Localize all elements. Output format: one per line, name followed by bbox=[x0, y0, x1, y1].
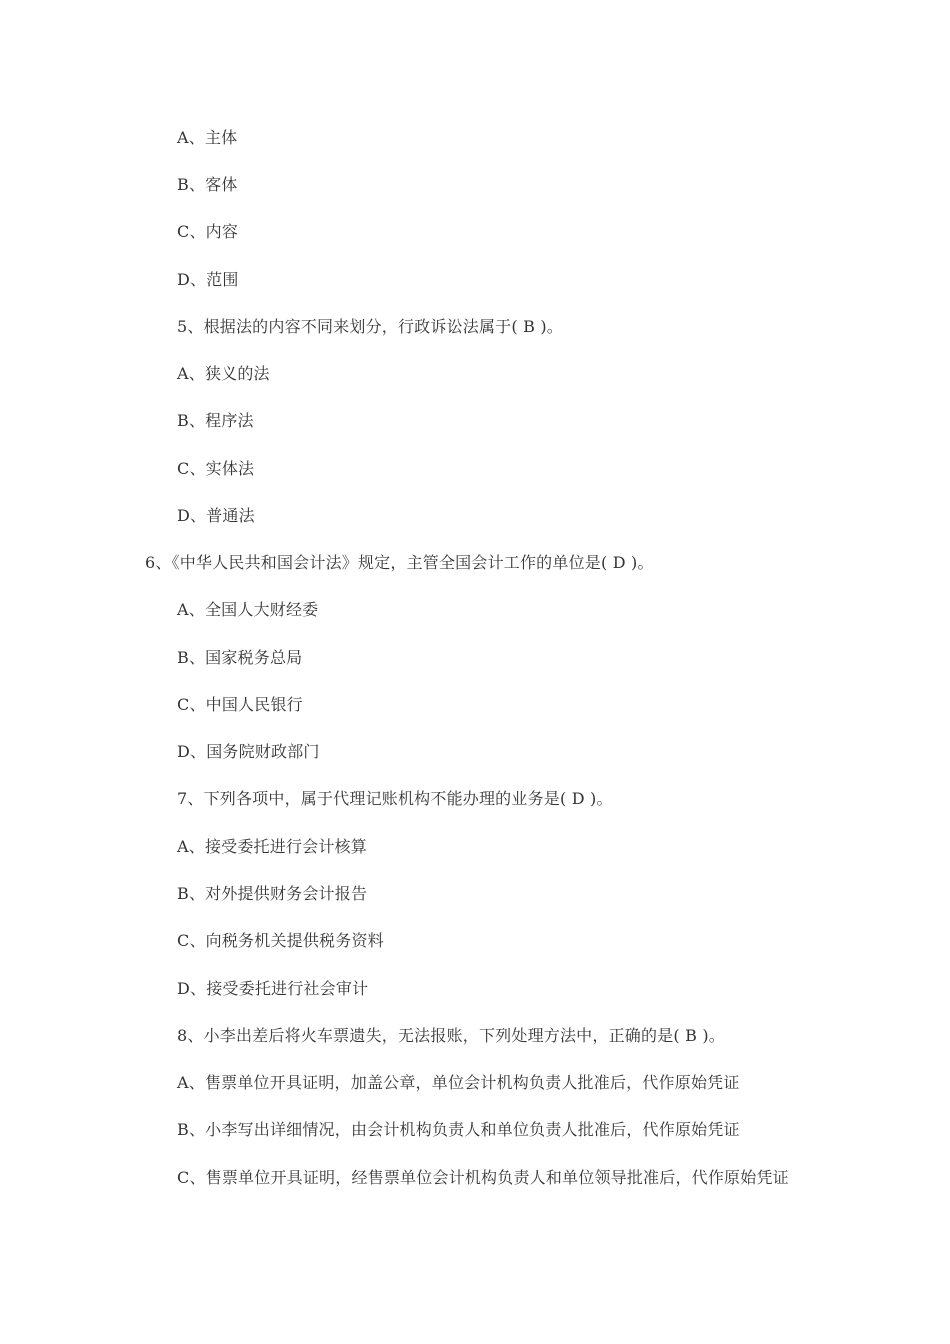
option-5d: D、普通法 bbox=[177, 506, 255, 525]
question-7: 7、下列各项中，属于代理记账机构不能办理的业务是( D )。 bbox=[177, 789, 613, 808]
option-6a: A、全国人大财经委 bbox=[177, 600, 319, 619]
option-4c: C、内容 bbox=[177, 222, 239, 241]
option-4d: D、范围 bbox=[177, 270, 239, 289]
option-5b: B、程序法 bbox=[177, 411, 254, 430]
option-5a: A、狭义的法 bbox=[177, 364, 270, 383]
option-6d: D、国务院财政部门 bbox=[177, 742, 320, 761]
option-5c: C、实体法 bbox=[177, 459, 255, 478]
question-5: 5、根据法的内容不同来划分，行政诉讼法属于( B )。 bbox=[177, 317, 563, 336]
option-8b: B、小李写出详细情况，由会计机构负责人和单位负责人批准后，代作原始凭证 bbox=[177, 1120, 740, 1139]
option-7d: D、接受委托进行社会审计 bbox=[177, 979, 369, 998]
option-4b: B、客体 bbox=[177, 175, 238, 194]
option-6c: C、中国人民银行 bbox=[177, 695, 303, 714]
question-8: 8、小李出差后将火车票遗失，无法报账，下列处理方法中，正确的是( B )。 bbox=[177, 1026, 725, 1045]
option-8c: C、售票单位开具证明，经售票单位会计机构负责人和单位领导批准后，代作原始凭证 bbox=[177, 1168, 789, 1187]
option-7b: B、对外提供财务会计报告 bbox=[177, 884, 368, 903]
option-8a: A、售票单位开具证明，加盖公章，单位会计机构负责人批准后，代作原始凭证 bbox=[177, 1073, 740, 1092]
option-7a: A、接受委托进行会计核算 bbox=[177, 837, 367, 856]
option-7c: C、向税务机关提供税务资料 bbox=[177, 931, 384, 950]
option-6b: B、国家税务总局 bbox=[177, 648, 303, 667]
option-4a: A、主体 bbox=[177, 128, 238, 147]
question-6: 6、《中华人民共和国会计法》规定，主管全国会计工作的单位是( D )。 bbox=[145, 553, 654, 572]
